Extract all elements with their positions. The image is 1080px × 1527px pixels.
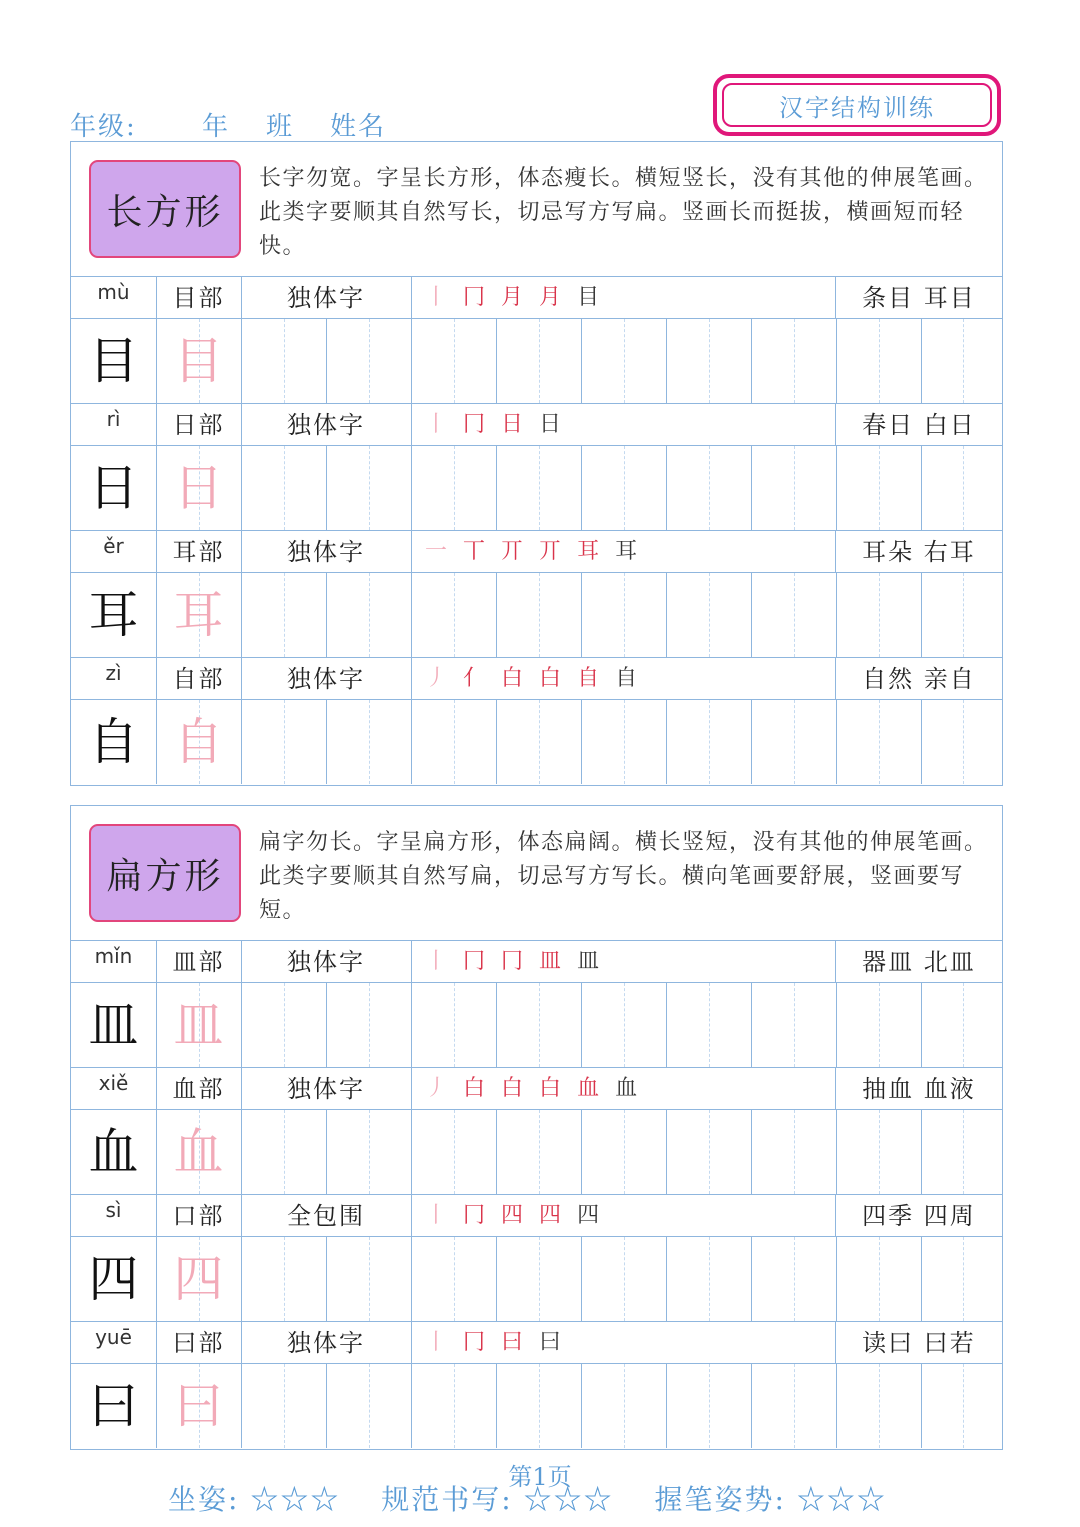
practice-cell[interactable] xyxy=(411,700,496,784)
tracing-character: 日 xyxy=(173,459,224,517)
stroke-step: 皿 xyxy=(539,949,574,974)
cell-midline xyxy=(454,1110,455,1194)
cell-midline xyxy=(624,319,625,403)
cell-midline xyxy=(454,983,455,1067)
stroke-step: 月 xyxy=(539,285,574,310)
practice-cell[interactable] xyxy=(411,1110,496,1194)
structure-kind: 独体字 xyxy=(287,1329,365,1357)
radical: 目部 xyxy=(172,284,225,312)
radical: 皿部 xyxy=(172,948,225,976)
practice-cell[interactable] xyxy=(496,983,581,1067)
stroke-step: 丨 xyxy=(425,1203,460,1228)
practice-cell[interactable] xyxy=(921,983,1004,1067)
cell-midline xyxy=(284,1364,285,1448)
cell-midline xyxy=(539,1237,540,1321)
cell-midline xyxy=(709,573,710,657)
practice-cell[interactable] xyxy=(921,1237,1004,1321)
cell-midline xyxy=(369,1364,370,1448)
structure-kind: 独体字 xyxy=(287,1075,365,1103)
cell-midline xyxy=(284,1237,285,1321)
cell-midline xyxy=(454,1237,455,1321)
section-long-rectangle xyxy=(70,141,1003,786)
stroke-step: 冂 xyxy=(463,949,498,974)
cell-midline xyxy=(879,1364,880,1448)
structure-type-badge: 扁方形 xyxy=(89,824,241,922)
cell-midline xyxy=(539,446,540,530)
cell-midline xyxy=(624,1364,625,1448)
stroke-step: 血 xyxy=(577,1076,612,1101)
practice-cell[interactable] xyxy=(581,573,666,657)
practice-cell[interactable] xyxy=(411,446,496,530)
model-character: 日 xyxy=(88,459,139,517)
practice-cell[interactable] xyxy=(921,319,1004,403)
practice-cell[interactable] xyxy=(751,446,836,530)
example-words: 抽血 血液 xyxy=(862,1075,976,1103)
cell-midline xyxy=(963,700,964,784)
cell-midline xyxy=(284,1110,285,1194)
practice-cell[interactable] xyxy=(581,983,666,1067)
stroke-step: 冂 xyxy=(463,412,498,437)
cell-midline xyxy=(963,573,964,657)
practice-cell[interactable] xyxy=(241,983,326,1067)
stroke-order xyxy=(411,404,835,444)
cell-midline xyxy=(879,1110,880,1194)
cell-midline xyxy=(709,983,710,1067)
example-words: 耳朵 右耳 xyxy=(862,538,976,566)
sitting-posture-rating: 坐姿: ☆☆☆ xyxy=(168,1483,341,1516)
structure-type-badge: 长方形 xyxy=(89,160,241,258)
stroke-step: 日 xyxy=(539,412,574,437)
practice-cell[interactable] xyxy=(836,983,921,1067)
structure-kind: 独体字 xyxy=(287,284,365,312)
char-info-row xyxy=(71,1322,1002,1364)
stroke-step: 耳 xyxy=(615,539,650,564)
radical: 口部 xyxy=(172,1202,225,1230)
practice-cell[interactable] xyxy=(241,700,326,784)
practice-grid-row xyxy=(71,1110,1002,1195)
practice-cell[interactable] xyxy=(666,1237,751,1321)
practice-cell[interactable] xyxy=(666,573,751,657)
cell-midline xyxy=(794,1364,795,1448)
grade-unit-label: 年 xyxy=(202,112,231,142)
char-info-row xyxy=(71,1068,1002,1110)
cell-midline xyxy=(794,573,795,657)
practice-cell[interactable] xyxy=(836,1110,921,1194)
model-character: 曰 xyxy=(88,1377,139,1435)
practice-cell[interactable] xyxy=(241,446,326,530)
char-info-row xyxy=(71,658,1002,700)
practice-cell[interactable] xyxy=(921,1110,1004,1194)
practice-cell[interactable] xyxy=(411,983,496,1067)
practice-cell[interactable] xyxy=(836,446,921,530)
practice-grid-row xyxy=(71,1364,1002,1449)
pinyin: zì xyxy=(105,661,122,685)
practice-cell[interactable] xyxy=(326,573,411,657)
cell-midline xyxy=(454,700,455,784)
cell-midline xyxy=(709,1364,710,1448)
practice-cell[interactable] xyxy=(666,446,751,530)
cell-midline xyxy=(539,983,540,1067)
cell-midline xyxy=(879,319,880,403)
cell-midline xyxy=(794,1237,795,1321)
practice-cell[interactable] xyxy=(921,446,1004,530)
cell-midline xyxy=(624,983,625,1067)
practice-cell[interactable] xyxy=(666,1364,751,1448)
cell-midline xyxy=(369,983,370,1067)
structure-kind: 全包围 xyxy=(287,1202,365,1230)
stroke-step: 血 xyxy=(615,1076,650,1101)
cell-midline xyxy=(454,319,455,403)
stroke-step: 白 xyxy=(501,666,536,691)
writing-rating: 规范书写: ☆☆☆ xyxy=(381,1483,614,1516)
practice-grid-row xyxy=(71,1237,1002,1322)
footer-ratings xyxy=(168,1478,917,1518)
cell-midline xyxy=(963,1364,964,1448)
practice-cell[interactable] xyxy=(411,1237,496,1321)
cell-midline xyxy=(963,1110,964,1194)
practice-cell[interactable] xyxy=(326,1237,411,1321)
cell-midline xyxy=(284,700,285,784)
grade-label: 年级: xyxy=(70,112,137,142)
cell-midline xyxy=(794,446,795,530)
stroke-step: 白 xyxy=(501,1076,536,1101)
practice-cell[interactable] xyxy=(496,1364,581,1448)
structure-description: 长字勿宽。字呈长方形，体态瘦长。横短竖长，没有其他的伸展笔画。此类字要顺其自然写长，切忌写方写扁。竖画长而挺拔，横画短而轻快。 xyxy=(259,166,988,259)
practice-cell[interactable] xyxy=(836,573,921,657)
title-badge xyxy=(713,74,1001,136)
practice-cell[interactable] xyxy=(836,700,921,784)
cell-midline xyxy=(624,1237,625,1321)
pinyin: mù xyxy=(97,280,130,304)
practice-cell[interactable] xyxy=(496,319,581,403)
structure-kind: 独体字 xyxy=(287,665,365,693)
stroke-step: 曰 xyxy=(539,1330,574,1355)
char-info-row xyxy=(71,1195,1002,1237)
tracing-character: 皿 xyxy=(173,996,224,1054)
practice-cell[interactable] xyxy=(411,319,496,403)
practice-cell[interactable] xyxy=(241,1110,326,1194)
cell-midline xyxy=(624,446,625,530)
cell-midline xyxy=(284,319,285,403)
practice-cell[interactable] xyxy=(921,700,1004,784)
practice-cell[interactable] xyxy=(241,319,326,403)
practice-cell[interactable] xyxy=(496,446,581,530)
stroke-step: 亻 xyxy=(463,666,498,691)
cell-midline xyxy=(794,1110,795,1194)
radical: 血部 xyxy=(172,1075,225,1103)
practice-cell[interactable] xyxy=(496,1110,581,1194)
practice-cell[interactable] xyxy=(751,700,836,784)
cell-midline xyxy=(539,319,540,403)
stroke-step: 一 xyxy=(425,539,460,564)
char-info-row xyxy=(71,941,1002,983)
radical: 日部 xyxy=(172,411,225,439)
practice-cell[interactable] xyxy=(666,983,751,1067)
practice-cell[interactable] xyxy=(581,1110,666,1194)
example-words: 春日 白日 xyxy=(862,411,976,439)
stroke-step: 四 xyxy=(577,1203,612,1228)
cell-midline xyxy=(963,983,964,1067)
practice-cell[interactable] xyxy=(581,700,666,784)
stroke-step: 自 xyxy=(615,666,650,691)
cell-midline xyxy=(369,573,370,657)
stroke-step: 冂 xyxy=(501,949,536,974)
char-info-row xyxy=(71,277,1002,319)
cell-midline xyxy=(794,700,795,784)
tracing-character: 曰 xyxy=(173,1377,224,1435)
cell-midline xyxy=(539,1364,540,1448)
structure-kind: 独体字 xyxy=(287,948,365,976)
stroke-order xyxy=(411,658,835,698)
cell-midline xyxy=(879,446,880,530)
practice-grid-row xyxy=(71,700,1002,785)
stroke-order xyxy=(411,531,835,571)
cell-midline xyxy=(709,1110,710,1194)
cell-midline xyxy=(709,319,710,403)
cell-midline xyxy=(454,1364,455,1448)
example-words: 自然 亲自 xyxy=(862,665,976,693)
name-label: 姓名 xyxy=(330,112,387,142)
pinyin: xiě xyxy=(98,1071,129,1095)
tracing-character: 目 xyxy=(173,332,224,390)
class-label: 班 xyxy=(266,112,295,142)
cell-midline xyxy=(284,573,285,657)
cell-midline xyxy=(963,319,964,403)
cell-midline xyxy=(963,446,964,530)
practice-grid-row xyxy=(71,446,1002,531)
practice-cell[interactable] xyxy=(326,319,411,403)
stroke-step: 白 xyxy=(463,1076,498,1101)
practice-cell[interactable] xyxy=(496,1237,581,1321)
practice-cell[interactable] xyxy=(751,1364,836,1448)
radical: 耳部 xyxy=(172,538,225,566)
model-character: 耳 xyxy=(88,586,139,644)
pinyin: ěr xyxy=(103,534,124,558)
cell-midline xyxy=(454,446,455,530)
example-words: 读曰 曰若 xyxy=(862,1329,976,1357)
practice-cell[interactable] xyxy=(326,446,411,530)
radical: 自部 xyxy=(172,665,225,693)
stroke-step: 冂 xyxy=(463,1203,498,1228)
cell-midline xyxy=(879,983,880,1067)
stroke-order xyxy=(411,277,835,317)
stroke-step: 丌 xyxy=(501,539,536,564)
cell-midline xyxy=(539,573,540,657)
cell-midline xyxy=(879,573,880,657)
stroke-step: 曰 xyxy=(501,1330,536,1355)
practice-cell[interactable] xyxy=(241,1237,326,1321)
practice-cell[interactable] xyxy=(836,1237,921,1321)
practice-cell[interactable] xyxy=(326,983,411,1067)
practice-cell[interactable] xyxy=(496,700,581,784)
practice-grid-row xyxy=(71,319,1002,404)
stroke-step: 丿 xyxy=(425,666,460,691)
cell-midline xyxy=(624,573,625,657)
stroke-step: 目 xyxy=(577,285,612,310)
pen-grip-rating: 握笔姿势: ☆☆☆ xyxy=(654,1483,887,1516)
cell-midline xyxy=(369,319,370,403)
pinyin: rì xyxy=(106,407,121,431)
model-character: 血 xyxy=(88,1123,139,1181)
practice-cell[interactable] xyxy=(921,1364,1004,1448)
practice-cell[interactable] xyxy=(751,319,836,403)
practice-cell[interactable] xyxy=(326,700,411,784)
stroke-step: 四 xyxy=(539,1203,574,1228)
practice-cell[interactable] xyxy=(666,319,751,403)
stroke-step: 冂 xyxy=(463,285,498,310)
stroke-order xyxy=(411,1195,835,1235)
stroke-step: 丨 xyxy=(425,412,460,437)
practice-cell[interactable] xyxy=(581,319,666,403)
practice-cell[interactable] xyxy=(581,1237,666,1321)
practice-cell[interactable] xyxy=(326,1110,411,1194)
practice-cell[interactable] xyxy=(836,319,921,403)
cell-midline xyxy=(624,1110,625,1194)
stroke-order xyxy=(411,1322,835,1362)
char-info-row xyxy=(71,404,1002,446)
cell-midline xyxy=(284,446,285,530)
practice-cell[interactable] xyxy=(666,1110,751,1194)
example-words: 器皿 北皿 xyxy=(862,948,976,976)
example-words: 四季 四周 xyxy=(862,1202,976,1230)
pinyin: mǐn xyxy=(94,944,133,968)
model-character: 四 xyxy=(88,1250,139,1308)
tracing-character: 四 xyxy=(173,1250,224,1308)
intro-block xyxy=(71,142,1002,277)
tracing-character: 自 xyxy=(173,713,224,771)
cell-midline xyxy=(879,1237,880,1321)
model-character: 皿 xyxy=(88,996,139,1054)
cell-midline xyxy=(624,700,625,784)
section-flat-rectangle xyxy=(70,805,1003,1450)
tracing-character: 耳 xyxy=(173,586,224,644)
practice-cell[interactable] xyxy=(921,573,1004,657)
cell-midline xyxy=(539,700,540,784)
page-number: 第1页 xyxy=(508,1463,572,1491)
structure-kind: 独体字 xyxy=(287,411,365,439)
stroke-step: 四 xyxy=(501,1203,536,1228)
radical: 曰部 xyxy=(172,1329,225,1357)
structure-kind: 独体字 xyxy=(287,538,365,566)
stroke-order xyxy=(411,1068,835,1108)
stroke-step: 日 xyxy=(501,412,536,437)
pinyin: sì xyxy=(105,1198,122,1222)
cell-midline xyxy=(709,1237,710,1321)
cell-midline xyxy=(709,700,710,784)
stroke-step: 耳 xyxy=(577,539,612,564)
stroke-order xyxy=(411,941,835,981)
stroke-step: 丨 xyxy=(425,949,460,974)
practice-cell[interactable] xyxy=(241,1364,326,1448)
stroke-step: 丨 xyxy=(425,285,460,310)
cell-midline xyxy=(794,319,795,403)
stroke-step: 白 xyxy=(539,1076,574,1101)
practice-cell[interactable] xyxy=(836,1364,921,1448)
stroke-step: 冂 xyxy=(463,1330,498,1355)
stroke-step: 自 xyxy=(577,666,612,691)
practice-cell[interactable] xyxy=(751,983,836,1067)
cell-midline xyxy=(963,1237,964,1321)
cell-midline xyxy=(794,983,795,1067)
stroke-step: 皿 xyxy=(577,949,612,974)
practice-cell[interactable] xyxy=(666,700,751,784)
practice-cell[interactable] xyxy=(241,573,326,657)
stroke-step: 丨 xyxy=(425,1330,460,1355)
practice-cell[interactable] xyxy=(326,1364,411,1448)
cell-midline xyxy=(369,1237,370,1321)
stroke-step: 白 xyxy=(539,666,574,691)
cell-midline xyxy=(369,700,370,784)
worksheet-title: 汉字结构训练 xyxy=(722,83,992,127)
practice-cell[interactable] xyxy=(581,1364,666,1448)
cell-midline xyxy=(539,1110,540,1194)
practice-grid-row xyxy=(71,983,1002,1068)
practice-cell[interactable] xyxy=(496,573,581,657)
stroke-step: 丿 xyxy=(425,1076,460,1101)
intro-block xyxy=(71,806,1002,941)
stroke-step: 月 xyxy=(501,285,536,310)
tracing-character: 血 xyxy=(173,1123,224,1181)
model-character: 自 xyxy=(88,713,139,771)
cell-midline xyxy=(879,700,880,784)
structure-description: 扁字勿长。字呈扁方形，体态扁阔。横长竖短，没有其他的伸展笔画。此类字要顺其自然写扁，切忌写方写长。横向笔画要舒展，竖画要写短。 xyxy=(259,830,988,923)
practice-cell[interactable] xyxy=(411,573,496,657)
practice-grid-row xyxy=(71,573,1002,658)
cell-midline xyxy=(369,1110,370,1194)
practice-cell[interactable] xyxy=(751,573,836,657)
cell-midline xyxy=(454,573,455,657)
cell-midline xyxy=(284,983,285,1067)
practice-cell[interactable] xyxy=(751,1110,836,1194)
cell-midline xyxy=(709,446,710,530)
example-words: 条目 耳目 xyxy=(862,284,976,312)
practice-cell[interactable] xyxy=(751,1237,836,1321)
pinyin: yuē xyxy=(95,1325,132,1349)
practice-cell[interactable] xyxy=(411,1364,496,1448)
stroke-step: 丅 xyxy=(463,539,498,564)
model-character: 目 xyxy=(88,332,139,390)
practice-cell[interactable] xyxy=(581,446,666,530)
stroke-step: 丌 xyxy=(539,539,574,564)
cell-midline xyxy=(369,446,370,530)
char-info-row xyxy=(71,531,1002,573)
